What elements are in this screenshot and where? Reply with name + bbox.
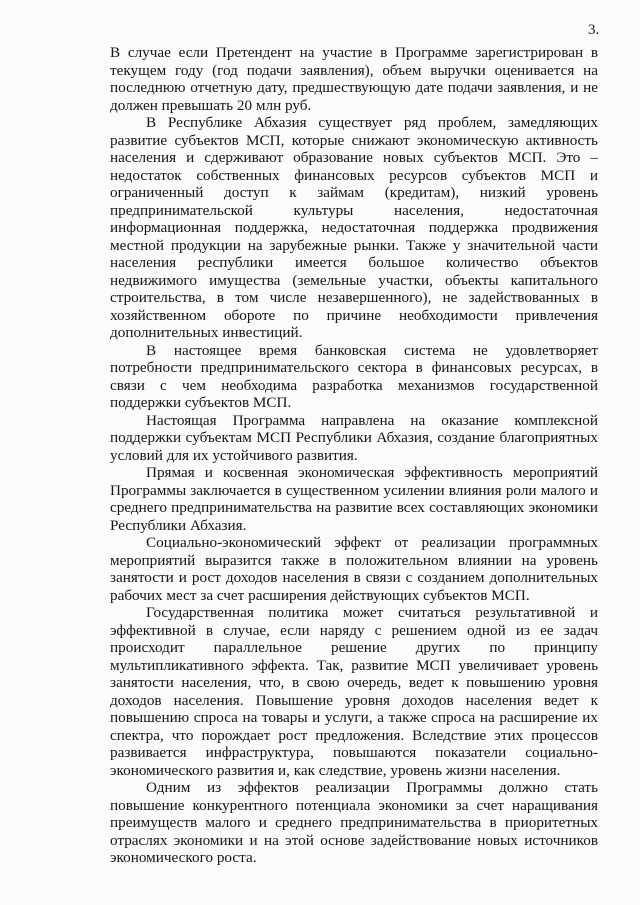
paragraph-state-policy: Государственная политика может считаться результативной и эффективной в случае, если наряду с решением одной из ее задач происходит параллельное решение других по принципу мультипликативного эффекта. Так, развитие МСП увеличивает уровень занятости населения, что, в свою очередь, ведет к повышению уровня доходов населения. Повышение уровня доходов населения ведет к повышению спроса на товары и услуги, а также спроса на расширение их спектра, что порождает рост предложения. Вследствие этих процессов развивается инфраструктура, повышаются показатели социально-экономического развития и, как следствие, уровень жизни населения.: [110, 604, 598, 779]
paragraph-program-purpose: Настоящая Программа направлена на оказание комплексной поддержки субъектам МСП Республики Абхазия, создание благоприятных условий для их устойчивого развития.: [110, 411, 598, 464]
paragraph-problems: В Республике Абхазия существует ряд проблем, замедляющих развитие субъектов МСП, которые снижают экономическую активность населения и сдерживают образование новых субъектов МСП. Это – недостаток собственных финансовых ресурсов субъектов МСП и ограниченный доступ к займам (кредитам), низкий уровень предпринимательской культуры населения, недостаточная информационная поддержка, недостаточная поддержка продвижения местной продукции на зарубежные рынки. Также у значительной части населения республики имеется большое количество объектов недвижимого имущества (земельные участки, объекты капитального строительства, в том числе незавершенного), не задействованных в хозяйственном обороте по причине необходимости привлечения дополнительных инвестиций.: [110, 114, 598, 341]
paragraph-economic-efficiency: Прямая и косвенная экономическая эффективность мероприятий Программы заключается в существенном усилении влияния роли малого и среднего предпринимательства на развитие всех составляющих экономики Республики Абхазия.: [110, 464, 598, 534]
paragraph-social-effect: Социально-экономический эффект от реализации программных мероприятий выразится также в положительном влиянии на уровень занятости и рост доходов населения в связи с созданием дополнительных рабочих мест за счет расширения действующих субъектов МСП.: [110, 534, 598, 604]
paragraph-banking-system: В настоящее время банковская система не удовлетворяет потребности предпринимательского сектора в финансовых ресурсах, в связи с чем необходима разработка механизмов государственной поддержки субъектов МСП.: [110, 341, 598, 411]
paragraph-revenue-condition: В случае если Претендент на участие в Программе зарегистрирован в текущем году (год подачи заявления), объем выручки оценивается на последнюю отчетную дату, предшествующую дате подачи заявления, и не должен превышать 20 млн руб.: [110, 44, 598, 114]
page-number: 3.: [588, 22, 600, 38]
paragraph-competitiveness: Одним из эффектов реализации Программы должно стать повышение конкурентного потенциала экономики за счет наращивания преимуществ малого и среднего предпринимательства в приоритетных отраслях экономики и на этой основе задействование новых источников экономического роста.: [110, 779, 598, 866]
document-body: [110, 44, 598, 867]
